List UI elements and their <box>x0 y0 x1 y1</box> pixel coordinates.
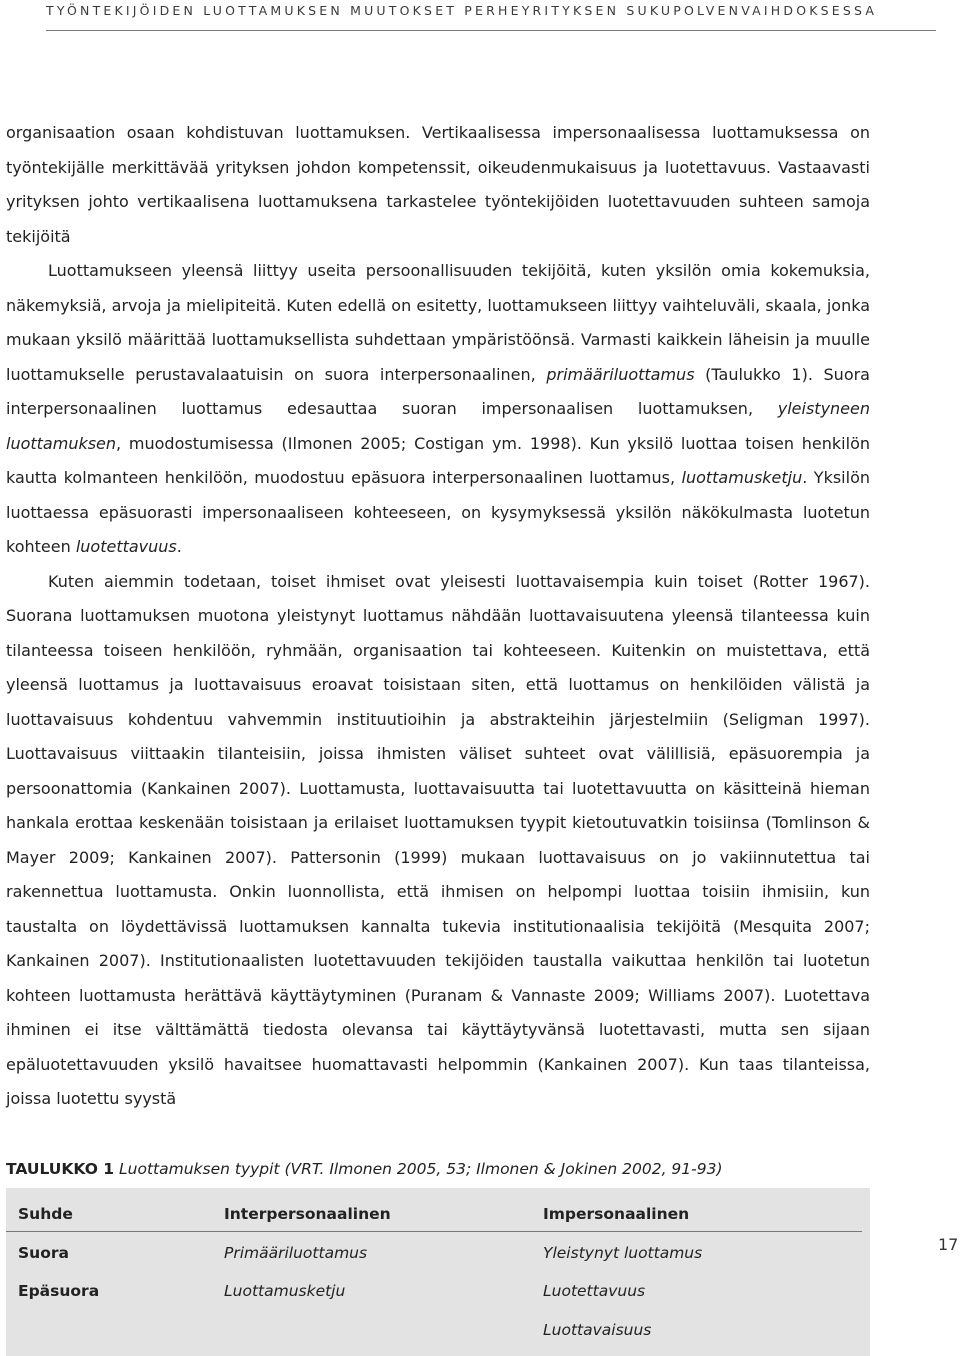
table-header-cell: Suhde <box>18 1205 73 1223</box>
table-row <box>6 1273 870 1309</box>
page-number: 17 <box>938 1235 959 1254</box>
table-cell: Luottavaisuus <box>543 1321 652 1339</box>
table-cell: Primääriluottamus <box>224 1244 368 1262</box>
table-cell: Yleistynyt luottamus <box>543 1244 703 1262</box>
table-row <box>6 1235 870 1271</box>
paragraph-2-text-c: , muodostumisessa (Ilmonen 2005; Costigan ym. 1998). Kun yksilö luottaa toisen henkilön kautta kolmanteen henkilöön, muodostuu epäsuora interpersonaalinen luottamus, <box>6 433 870 487</box>
table-cell: Epäsuora <box>18 1282 100 1300</box>
term-yleistyneen-luottamuksen: yleistyneen luottamuksen <box>6 399 870 453</box>
table-header-rule <box>6 1231 862 1232</box>
table-cell: Luotettavuus <box>543 1282 646 1300</box>
header-rule <box>46 30 936 31</box>
term-primaariluottamus: primääriluottamus <box>546 364 695 384</box>
term-luottamusketju: luottamusketju <box>681 468 803 487</box>
table-caption-text: Luottamuksen tyypit (VRT. Ilmonen 2005, 53; Ilmonen & Jokinen 2002, 91-93) <box>119 1160 723 1178</box>
paragraph-2-text-e: . <box>176 537 182 556</box>
table-cell: Luottamusketju <box>224 1282 346 1300</box>
body-text <box>6 116 870 1117</box>
paragraph-1: organisaation osaan kohdistuvan luottamuksen. Vertikaalisessa impersonaalisessa luottamuksessa on työntekijälle merkittävää yrityksen johdon kompetenssit, oikeudenmukaisuus ja luotettavuus. Vastaavasti yrityksen johto vertikaalisena luottamuksena tarkastelee työntekijöiden luotettavuuden suhteen samoja tekijöitä <box>6 123 870 246</box>
paragraph-2 <box>6 254 870 565</box>
table-row <box>6 1312 870 1348</box>
table-header-cell: Interpersonaalinen <box>224 1205 391 1223</box>
term-luotettavuus: luotettavuus <box>75 537 177 556</box>
table-label: TAULUKKO 1 <box>6 1160 115 1178</box>
table-cell: Suora <box>18 1244 69 1262</box>
paragraph-3: Kuten aiemmin todetaan, toiset ihmiset ovat yleisesti luottavaisempia kuin toiset (Rotter 1967). Suorana luottamuksen muotona yleistynyt luottamus nähdään luottavaisuutena yleensä tilanteessa kuin tilanteessa toiseen henkilöön, ryhmään, organisaation tai kohteeseen. Kuitenkin on muistettava, että yleensä luottamus ja luottavaisuus eroavat toisistaan siten, että luottamus on henkilöiden välistä ja luottavaisuus kohdentuu vahvemmin instituutioihin ja abstrakteihin järjestelmiin (Seligman 1997). Luottavaisuus viittaakin tilanteisiin, joissa ihmisten väliset suhteet ovat välillisiä, epäsuorempia ja persoonattomia (Kankainen 2007). Luottamusta, luottavaisuutta tai luotettavuutta on käsitteinä hieman hankala erottaa keskenään toisistaan ja erilaiset luottamuksen tyypit kietoutuvatkin toisiinsa (Tomlinson & Mayer 2009; Kankainen 2007). Pattersonin (1999) mukaan luottavaisuus on jo vakiinnutettua tai rakennettua luottamusta. Onkin luonnollista, että ihmisen on helpompi luottaa toisiin ihmisiin, kun taustalta on löydettävissä luottamuksen kannalta tukevia institutionaalisia tekijöitä (Mesquita 2007; Kankainen 2007). Institutionaalisten luotettavuuden tekijöiden taustalla vaikuttaa henkilön tai luotetun kohteen luottamusta herättävä käyttäytyminen (Puranam & Vannaste 2009; Williams 2007). Luotettava ihminen ei itse välttämättä tiedosta olevansa tai käyttäytyvänsä luotettavasti, mutta sen sijaan epäluotettavuuden yksilö havaitsee huomattavasti helpommin (Kankainen 2007). Kun taas tilanteissa, joissa luotettu syystä <box>6 571 870 1108</box>
running-head: TYÖNTEKIJÖIDEN LUOTTAMUKSEN MUUTOKSET PERHEYRITYKSEN SUKUPOLVENVAIHDOKSESSA <box>46 3 878 18</box>
paragraph-2-text-b: (Taulukko 1). Suora interpersonaalinen luottamus edesauttaa suoran impersonaalisen luottamuksen, <box>6 364 870 418</box>
table <box>6 1188 870 1356</box>
table-header-row <box>6 1196 870 1232</box>
table-caption <box>6 1160 906 1178</box>
paragraph-2-text-d: . Yksilön luottaessa epäsuorasti impersonaaliseen kohteeseen, on kysymyksessä yksilön näkökulmasta luotetun kohteen <box>6 468 870 556</box>
paragraph-2-text-a: Luottamukseen yleensä liittyy useita persoonallisuuden tekijöitä, kuten yksilön omia kokemuksia, näkemyksiä, arvoja ja mielipiteitä. Kuten edellä on esitetty, luottamukseen liittyy vaihteluväli, skaala, jonka mukaan yksilö määrittää luottamuksellista suhdettaan ympäristöönsä. Varmasti kaikkein läheisin ja muulle luottamukselle perustavalaatuisin on suora interpersonaalinen, <box>6 261 870 384</box>
table-header-cell: Impersonaalinen <box>543 1205 690 1223</box>
